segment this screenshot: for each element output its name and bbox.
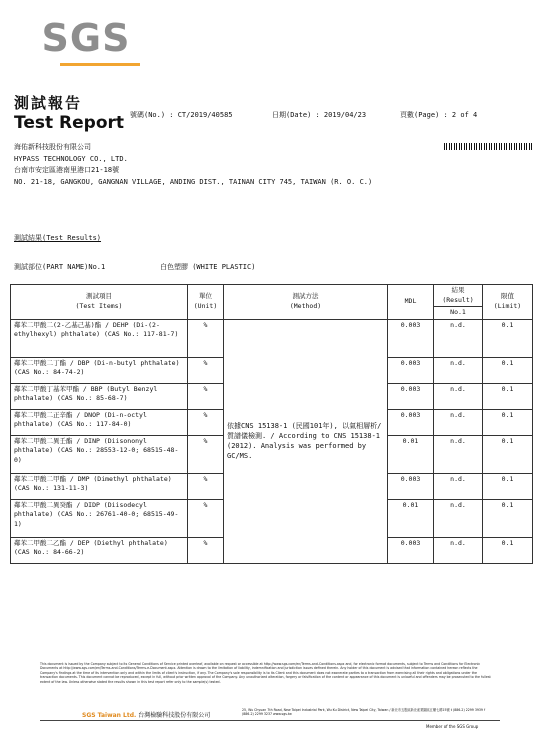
part-name-value: 白色塑膠 (WHITE PLASTIC) — [160, 263, 256, 271]
cell-unit: % — [188, 499, 224, 537]
sgs-logo — [32, 8, 140, 74]
cell-limit: 0.1 — [483, 357, 533, 383]
cell-limit: 0.1 — [483, 473, 533, 499]
cell-test-item: 鄰苯二甲酸丁基苯甲酯 / BBP (Butyl Benzyl phthalate) (CAS No.: 85-68-7) — [11, 383, 188, 409]
section-title: 測試結果(Test Results) — [14, 234, 102, 242]
cell-result: n.d. — [434, 499, 483, 537]
header-test-items: 測試項目 (Test Items) — [11, 285, 188, 320]
cell-unit: % — [188, 435, 224, 473]
cell-limit: 0.1 — [483, 537, 533, 563]
cell-method: 依據CNS 15138-1 (民國101年), 以氣相層析/質譜儀檢測. / According to CNS 15138-1 (2012). Analysis was performed by GC/MS. — [224, 319, 388, 563]
footer-divider — [40, 720, 500, 721]
cell-unit: % — [188, 357, 224, 383]
cell-unit: % — [188, 409, 224, 435]
header-unit: 單位 (Unit) — [188, 285, 224, 320]
footer-member: Member of the SGS Group — [426, 724, 479, 729]
cell-limit: 0.1 — [483, 435, 533, 473]
cell-mdl: 0.01 — [388, 499, 434, 537]
footer-address: 25, Wu Chyuan 7th Road, New Taipei Industrial Park, Wu Ku District, New Taipei City, Taiwan / 新北市五股區新北產業園區五權七路25號 t (886-2) 2299 3939 f (886-2) 2299 3237 www.sgs.tw — [242, 708, 486, 717]
client-name-zh: 海佑新科技股份有限公司 — [14, 143, 91, 151]
cell-result: n.d. — [434, 383, 483, 409]
cell-mdl: 0.003 — [388, 383, 434, 409]
cell-limit: 0.1 — [483, 319, 533, 357]
header-method: 測試方法 (Method) — [224, 285, 388, 320]
report-number: 號碼(No.) : CT/2019/40585 — [130, 111, 233, 119]
cell-result: n.d. — [434, 357, 483, 383]
client-address-en: NO. 21-18, GANGKOU, GANGNAN VILLAGE, ANDING DIST., TAINAN CITY 745, TAIWAN (R. O. C.) — [14, 177, 373, 186]
report-title-zh: 測試報告 — [14, 94, 83, 112]
cell-mdl: 0.003 — [388, 357, 434, 383]
header-mdl: MDL — [388, 285, 434, 320]
cell-limit: 0.1 — [483, 383, 533, 409]
results-table — [10, 284, 533, 564]
barcode — [444, 143, 534, 150]
cell-mdl: 0.01 — [388, 435, 434, 473]
cell-unit: % — [188, 319, 224, 357]
cell-mdl: 0.003 — [388, 473, 434, 499]
cell-test-item: 鄰苯二甲酸二異壬酯 / DINP (Diisononyl phthalate) (CAS No.: 28553-12-0; 68515-48-0) — [11, 435, 188, 473]
cell-result: n.d. — [434, 409, 483, 435]
cell-result: n.d. — [434, 473, 483, 499]
footer-disclaimer: This document is issued by the Company subject to its General Conditions of Service printed overleaf, available on request or accessible at http://www.sgs.com/en/Terms-and-Conditions.aspx and, for electronic format documents, subject to Terms and Conditions for Electronic Documents at http://www.sgs.com/en/Terms-and-Conditions/Terms-e-Document.aspx. Attention is drawn to the limitation of liability, indemnification and jurisdiction issues defined therein. Any holder of this document is advised that information contained hereon reflects the Company's findings at the time of its intervention only and within the limits of client's instruction, if any. The Company's sole responsibility is to its Client and this document does not exonerate parties to a transaction from exercising all their rights and obligations under the transaction documents. This document cannot be reproduced, except in full, without prior written approval of the Company. Any unauthorized alteration, forgery or falsification of the content or appearance of this document is unlawful and offenders may be prosecuted to the fullest extent of the law. Unless otherwise stated the results shown in this test report refer only to the sample(s) tested. — [40, 662, 491, 684]
cell-result: n.d. — [434, 537, 483, 563]
cell-test-item: 鄰苯二甲酸二異癸酯 / DIDP (Diisodecyl phthalate) (CAS No.: 26761-40-0; 68515-49-1) — [11, 499, 188, 537]
footer-company — [82, 710, 210, 719]
cell-test-item: 鄰苯二甲酸二丁酯 / DBP (Di-n-butyl phthalate) (CAS No.: 84-74-2) — [11, 357, 188, 383]
cell-result: n.d. — [434, 319, 483, 357]
logo-accent-bar — [60, 63, 140, 66]
cell-test-item: 鄰苯二甲酸二正辛酯 / DNOP (Di-n-octyl phthalate) (CAS No.: 117-84-0) — [11, 409, 188, 435]
footer-company-en: SGS Taiwan Ltd. — [82, 712, 137, 719]
client-info — [14, 142, 372, 188]
client-name-en: HYPASS TECHNOLOGY CO., LTD. — [14, 154, 128, 163]
report-date: 日期(Date) : 2019/04/23 — [272, 111, 367, 119]
report-title-en: Test Report — [14, 113, 125, 133]
table-row — [11, 319, 533, 357]
cell-unit: % — [188, 473, 224, 499]
cell-test-item: 鄰苯二甲酸二乙酯 / DEP (Diethyl phthalate) (CAS No.: 84-66-2) — [11, 537, 188, 563]
footer-company-zh: 台灣檢驗科技股份有限公司 — [138, 712, 211, 719]
header-result-no: No.1 — [434, 307, 483, 320]
cell-unit: % — [188, 537, 224, 563]
cell-mdl: 0.003 — [388, 409, 434, 435]
cell-test-item: 鄰苯二甲酸二(2-乙基己基)酯 / DEHP (Di-(2-ethylhexyl) phthalate) (CAS No.: 117-81-7) — [11, 319, 188, 357]
logo-text: SGS — [41, 16, 131, 60]
page-number: 頁數(Page) : 2 of 4 — [400, 111, 478, 119]
cell-limit: 0.1 — [483, 499, 533, 537]
cell-test-item: 鄰苯二甲酸二甲酯 / DMP (Dimethyl phthalate) (CAS No.: 131-11-3) — [11, 473, 188, 499]
header-result: 結果 (Result) — [434, 285, 483, 307]
cell-unit: % — [188, 383, 224, 409]
header-limit: 限值 (Limit) — [483, 285, 533, 320]
results-table-body — [11, 319, 533, 563]
part-name-label: 測試部位(PART NAME)No.1 — [14, 263, 106, 271]
cell-mdl: 0.003 — [388, 537, 434, 563]
cell-mdl: 0.003 — [388, 319, 434, 357]
cell-result: n.d. — [434, 435, 483, 473]
cell-limit: 0.1 — [483, 409, 533, 435]
client-address-zh: 台南市安定區港南里港口21-18號 — [14, 166, 120, 174]
